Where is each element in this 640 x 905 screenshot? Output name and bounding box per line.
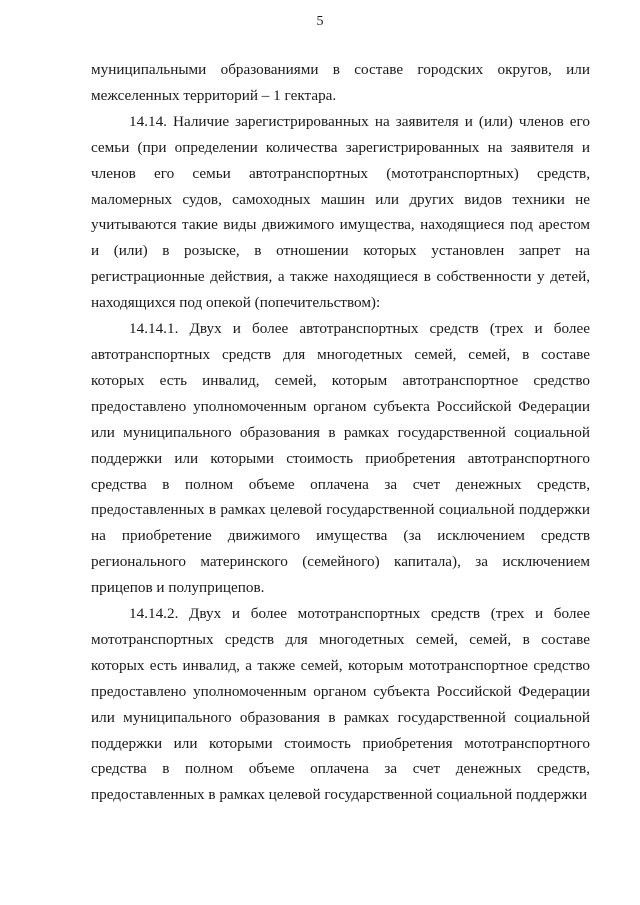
paragraph-continuation: муниципальными образованиями в составе городских округов, или межселенных территорий – 1 гектара. [91,61,590,104]
paragraph-item-14-14: 14.14. Наличие зарегистрированных на заявителя и (или) членов его семьи (при определении количества зарегистрированных на заявителя и членов его семьи автотранспортных (мототранспортных) средств, маломерных судов, самоходных машин или других видов техники не учитываются такие виды движимого имущества, находящиеся под арестом и (или) в розыске, в отношении которых установлен запрет на регистрационные действия, а также находящиеся в собственности у детей, находящихся под опекой (попечительством): [91,112,590,312]
paragraph-item-14-14-1: 14.14.1. Двух и более автотранспортных средств (трех и более автотранспортных средств для многодетных семей, семей, в составе которых есть инвалид, семей, которым автотранспортное средство предоставлено уполномоченным органом субъекта Российской Федерации или муниципального образования в рамках государственной социальной поддержки или которыми стоимость приобретения автотранспортного средства в полном объеме оплачена за счет денежных средств, предоставленных в рамках целевой государственной социальной поддержки на приобретение движимого имущества (за исключением средств регионального материнского (семейного) капитала), за исключением прицепов и полуприцепов. [91,320,590,597]
page-number: 5 [316,14,324,29]
document-body [91,57,590,808]
paragraph-item-14-14-2: 14.14.2. Двух и более мототранспортных средств (трех и более мототранспортных средств для многодетных семей, семей, в составе которых есть инвалид, а также семей, которым мототранспортное средство предоставлено уполномоченным органом субъекта Российской Федерации или муниципального образования в рамках государственной социальной поддержки или которыми стоимость приобретения мототранспортного средства в полном объеме оплачена за счет денежных средств, предоставленных в рамках целевой государственной социальной поддержки [91,605,590,804]
